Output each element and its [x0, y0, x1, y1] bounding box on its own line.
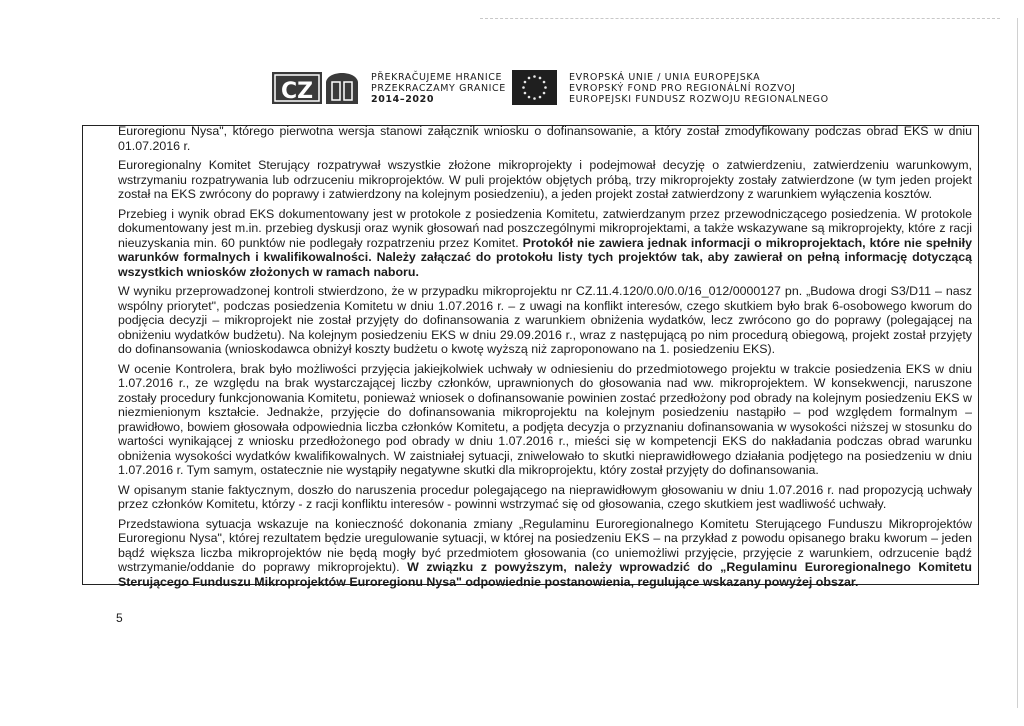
cz-badge-text: CZ	[280, 79, 314, 104]
document-body	[118, 124, 972, 594]
eu-star	[544, 86, 547, 89]
cz-programme-logo	[272, 70, 360, 106]
paragraph	[118, 158, 972, 202]
text-run: W opisanym stanie faktycznym, doszło do naruszenia procedur polegającego na nieprawidłowym głosowaniu w dniu 1.07.2016 r. nad propozycją uchwały przez członków Komitetu, którzy - z racji konfliktu interesów - powinni wstrzymać się od głosowania, czego skutkiem jest wadliwość uchwały.	[118, 482, 972, 511]
eu-star	[524, 81, 527, 84]
page-number: 5	[116, 611, 123, 625]
paragraph	[118, 362, 972, 478]
eu-star	[524, 92, 527, 95]
eu-line-2: EVROPSKÝ FOND PRO REGIONÁLNÍ ROZVOJ	[569, 83, 796, 94]
text-run: W ocenie Kontrolera, brak było możliwości przyjęcia jakiejkolwiek uchwały w odniesieniu do przedmiotowego projektu w trakcie posiedzenia EKS w dniu 1.07.2016 r., ze względu na brak wystarczającej liczby członków, uprawnionych do głosowania nad ww. mikroprojektem. W konsekwencji, naruszone zostały procedury funkcjonowania Komitetu, ponieważ wniosek o dofinansowanie powinien zostać przedłożony pod obrady na kolejnym posiedzeniu EKS w niezmienionym kształcie. Jednakże, przyjęcie do dofinansowania mikroprojektu na kolejnym posiedzeniu nastąpiło – pod względem formalnym – prawidłowo, bowiem głosowała odpowiednia liczba członków Komitetu, a podjęta decyzja o przyznaniu dofinansowania w wysokości niższej w stosunku do wartości wynikającej z wniosku przedłożonego pod obrady w dniu 1.07.2016 r., mieści się w kompetencji EKS do nakładania podczas obrad warunku obniżenia wysokości wydatków kwalifikowalnych. W zaistniałej sytuacji, zniwelowało to skutki nieprawidłowego działania podjętego na posiedzeniu w dniu 1.07.2016 r. Tym samym, ostatecznie nie wystąpiły negatywne skutki dla mikroprojektu, który został przyjęty do dofinansowania.	[118, 361, 972, 477]
text-run: Przebieg i wynik obrad EKS dokumentowany jest w protokole z posiedzenia Komitetu, zatwierdzanym przez przewodniczącego posiedzenia. W protokole dokumentowany jest m.in. przebieg dyskusji oraz wynik głosowań nad poszczególnymi mikroprojektami, a także wskazywane są mikroprojekty, które z racji nieuzyskania min. 60 punktów nie podlegały rozpatrzeniu przez Komitet.	[118, 206, 972, 250]
scan-top-line	[480, 18, 1000, 19]
text-run: Euroregionu Nysa", którego pierwotna wersja stanowi załącznik wniosku o dofinansowanie, a który został zmodyfikowany podczas obrad EKS w dniu 01.07.2016 r.	[118, 124, 972, 153]
eu-star	[533, 75, 536, 78]
paragraph	[118, 517, 972, 590]
eu-line-1: EVROPSKÁ UNIE / UNIA EUROPEJSKA	[569, 72, 761, 83]
paragraph	[118, 483, 972, 512]
cz-line-3: 2014–2020	[371, 94, 435, 105]
paragraph	[118, 207, 972, 280]
eu-flag-icon	[512, 70, 557, 105]
eu-star	[522, 86, 525, 89]
cz-line-2: PRZEKRACZAMY GRANICE	[371, 83, 506, 94]
cz-line-1: PŘEKRAČUJEME HRANICE	[371, 72, 503, 83]
eu-star	[539, 77, 542, 80]
eu-star	[543, 81, 546, 84]
eu-fund-text	[569, 72, 829, 105]
text-run: Euroregionalny Komitet Sterujący rozpatrywał wszystkie złożone mikroprojekty i podejmował decyzję o zatwierdzeniu, zatwierdzeniu warunkowym, wstrzymaniu rozpatrywania lub odrzuceniu mikroprojektów. W puli projektów objętych próbą, trzy mikroprojekty zostały zatwierdzone (w tym jeden projekt został na EKS zwrócony do poprawy i zatwierdzony na kolejnym posiedzeniu), a jeden projekt został zatwierdzony z warunkiem wyłączenia kosztów.	[118, 158, 972, 201]
eu-star	[543, 92, 546, 95]
page-header	[0, 66, 1024, 108]
paragraph	[118, 124, 972, 153]
eu-star	[539, 96, 542, 99]
bold-text: W związku z powyższym, należy wprowadzić do „Regulaminu Euroregionalnego Komitetu Sterującego Funduszu Mikroprojektów Euroregionu Nysa" odpowiednie postanowienia, regulujące wskazany powyżej obszar.	[118, 560, 973, 589]
text-run: W wyniku przeprowadzonej kontroli stwierdzono, że w przypadku mikroprojektu nr CZ.11.4.120/0.0/0.0/16_012/0000127 pn. „Budowa drogi S3/D11 – nasz wspólny priorytet", podczas posiedzenia Komitetu w dniu 1.07.2016 r. – z uwagi na konflikt interesów, czego skutkiem było brak 6-osobowego kworum do podjęcia decyzji – mikroprojekt nie został przyjęty do dofinansowania z warunkiem obniżenia wydatków, lecz zwrócono go do poprawy (polegającej na obniżeniu wydatków budżetu). Na kolejnym posiedzeniu EKS w dniu 29.09.2016 r., wraz z następującą po nim procedurą obiegową, projekt został przyjęty do dofinansowania (wnioskodawca obniżył koszty budżetu o kwotę wyższą niż zaproponowano na 1. posiedzeniu EKS).	[118, 284, 972, 356]
eu-star	[528, 77, 531, 80]
bold-text: Protokół nie zawiera jednak informacji o mikroprojektach, które nie spełniły warunków formalnych i kwalifikowalności. Należy załączać do protokołu listy tych projektów tak, aby zawierał on pełną informację dotyczącą wszystkich wniosków złożonych w ramach naboru.	[118, 235, 972, 279]
paragraph	[118, 284, 972, 357]
cz-programme-text	[371, 72, 506, 105]
text-run: Przedstawiona sytuacja wskazuje na konieczność dokonania zmiany „Regulaminu Euroregionalnego Komitetu Sterującego Funduszu Mikroprojektów Euroregionu Nysa", której rezultatem będzie uregulowanie sytuacji, w której na posiedzeniu EKS – na przykład z powodu opisanego braku kworum – jeden bądź większa liczba mikroprojektów nie będą mogły być przedmiotem głosowania (co uniemożliwi przyjęcie, przyjęcie z warunkiem, odrzucenie bądź wstrzymanie/oddanie do poprawy mikroprojektu).	[118, 516, 972, 574]
eu-star	[533, 97, 536, 100]
eu-star	[528, 96, 531, 99]
eu-line-3: EUROPEJSKI FUNDUSZ ROZWOJU REGIONALNEGO	[569, 94, 829, 105]
scan-right-edge	[1017, 18, 1018, 708]
